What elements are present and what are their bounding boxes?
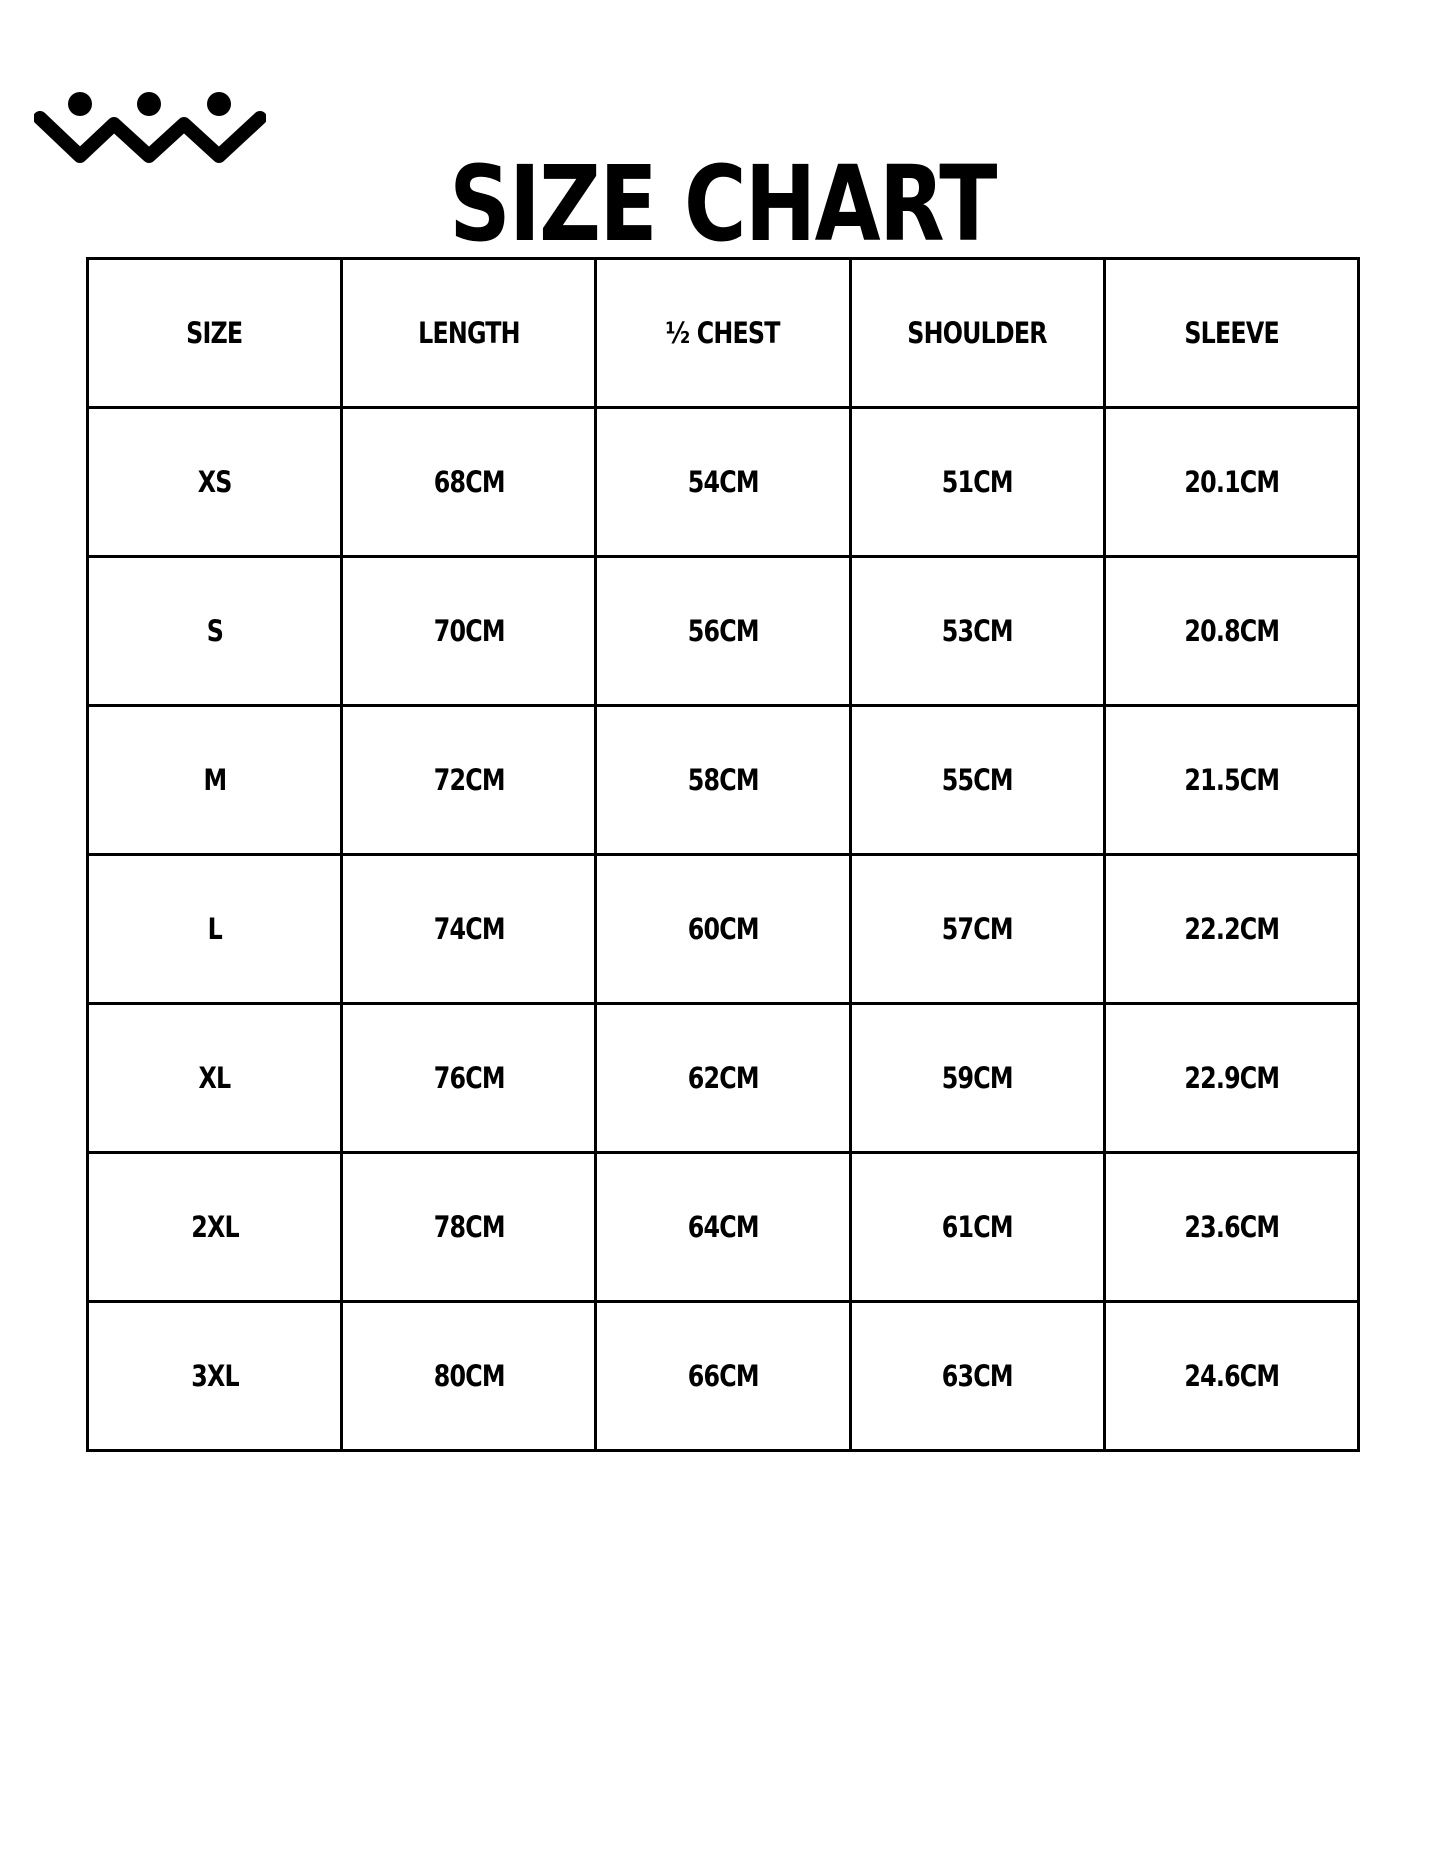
table-cell: 22.2CM: [1104, 855, 1358, 1004]
table-cell: 23.6CM: [1104, 1153, 1358, 1302]
table-cell: 72CM: [342, 706, 596, 855]
table-cell: XS: [88, 408, 342, 557]
table-cell: 53CM: [850, 557, 1104, 706]
table-cell: 20.8CM: [1104, 557, 1358, 706]
table-cell: 59CM: [850, 1004, 1104, 1153]
table-cell: 62CM: [596, 1004, 850, 1153]
column-header-shoulder: SHOULDER: [850, 259, 1104, 408]
table-cell: 24.6CM: [1104, 1302, 1358, 1451]
table-cell: 64CM: [596, 1153, 850, 1302]
column-header-size: SIZE: [88, 259, 342, 408]
table-cell: 2XL: [88, 1153, 342, 1302]
table-cell: 20.1CM: [1104, 408, 1358, 557]
table-row: [88, 1153, 1359, 1302]
table-cell: 57CM: [850, 855, 1104, 1004]
table-cell: 68CM: [342, 408, 596, 557]
table-cell: 80CM: [342, 1302, 596, 1451]
column-header-length: LENGTH: [342, 259, 596, 408]
page-title: SIZE CHART: [449, 143, 996, 265]
table-cell: 58CM: [596, 706, 850, 855]
table-cell: 63CM: [850, 1302, 1104, 1451]
table-cell: L: [88, 855, 342, 1004]
table-cell: 54CM: [596, 408, 850, 557]
table-cell: 22.9CM: [1104, 1004, 1358, 1153]
table-cell: 51CM: [850, 408, 1104, 557]
column-header-half-chest: ½ CHEST: [596, 259, 850, 408]
table-cell: 66CM: [596, 1302, 850, 1451]
table-header-row: [88, 259, 1359, 408]
table-row: [88, 408, 1359, 557]
table-cell: XL: [88, 1004, 342, 1153]
table-cell: 55CM: [850, 706, 1104, 855]
table-cell: 78CM: [342, 1153, 596, 1302]
table-cell: S: [88, 557, 342, 706]
table-cell: 60CM: [596, 855, 850, 1004]
table-row: [88, 1302, 1359, 1451]
table-cell: 3XL: [88, 1302, 342, 1451]
table-cell: 61CM: [850, 1153, 1104, 1302]
size-table: [86, 257, 1360, 1452]
table-row: [88, 706, 1359, 855]
table-row: [88, 557, 1359, 706]
table-cell: M: [88, 706, 342, 855]
table-row: [88, 855, 1359, 1004]
table-cell: 56CM: [596, 557, 850, 706]
table-cell: 76CM: [342, 1004, 596, 1153]
table-row: [88, 1004, 1359, 1153]
table-cell: 70CM: [342, 557, 596, 706]
table-cell: 21.5CM: [1104, 706, 1358, 855]
table-cell: 74CM: [342, 855, 596, 1004]
column-header-sleeve: SLEEVE: [1104, 259, 1358, 408]
